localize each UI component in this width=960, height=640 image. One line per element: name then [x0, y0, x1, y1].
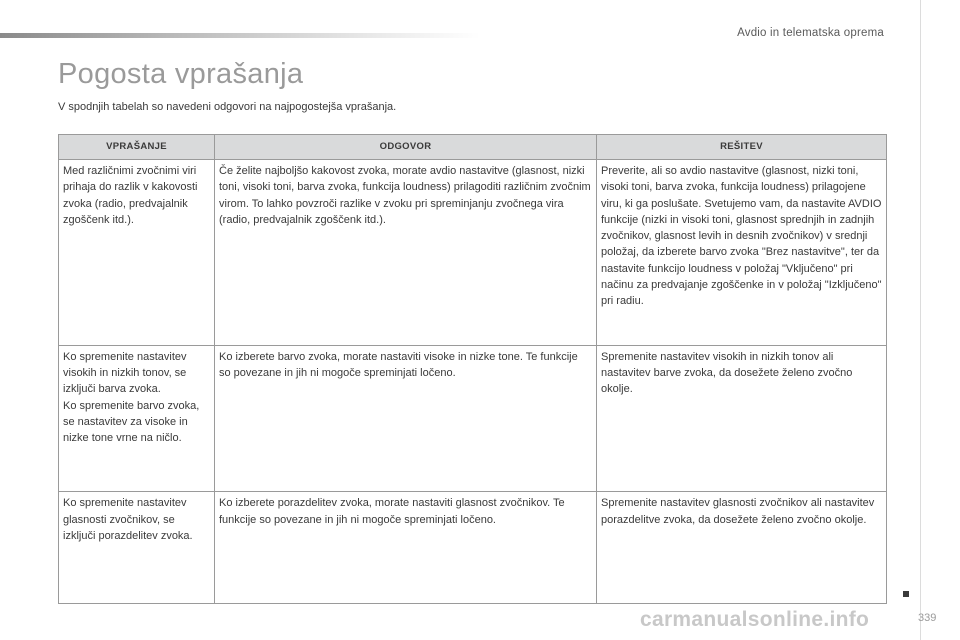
solution-cell: Preverite, ali so avdio nastavitve (glasnost, nizki toni, visoki toni, barva zvoka, funkcija loudness) prilagojene viru, ki ga poslušate. Svetujemo vam, da nastavite AVDIO funkcije (nizki in visoki toni, glasnost sprednjih in zadnjih zvočnikov, glasnost levih in desnih zvočnikov) v srednji položaj, da izberete barvo zvoka "Brez nastavitve", ter da nastavite funkcijo loudness v položaj "Vključeno" pri načinu za predvajanje zgoščenke in v položaj "Izključeno" pri radiu.	[597, 160, 887, 346]
column-header-solution: REŠITEV	[597, 135, 887, 160]
solution-cell: Spremenite nastavitev visokih in nizkih tonov ali nastavitev barve zvoka, da dosežete želeno zvočno okolje.	[597, 345, 887, 492]
question-cell: Med različnimi zvočnimi viri prihaja do razlik v kakovosti zvoka (radio, predvajalnik zgoščenk itd.).	[59, 160, 215, 346]
page-number: 339	[918, 612, 937, 624]
page-title: Pogosta vprašanja	[58, 58, 304, 90]
table-header-row	[59, 135, 887, 160]
faq-table	[58, 134, 887, 604]
table-row	[59, 345, 887, 492]
column-header-answer: ODGOVOR	[215, 135, 597, 160]
page-edge-rule	[920, 0, 921, 640]
question-cell: Ko spremenite nastavitev glasnosti zvočnikov, se izključi porazdelitev zvoka.	[59, 492, 215, 604]
table-row	[59, 160, 887, 346]
solution-cell: Spremenite nastavitev glasnosti zvočnikov ali nastavitev porazdelitve zvoka, da dosežete želeno zvočno okolje.	[597, 492, 887, 604]
question-cell: Ko spremenite nastavitev visokih in nizkih tonov, se izključi barva zvoka. Ko spremenite barvo zvoka, se nastavitev za visoke in nizke tone vrne na ničlo.	[59, 345, 215, 492]
table-row	[59, 492, 887, 604]
answer-cell: Ko izberete barvo zvoka, morate nastaviti visoke in nizke tone. Te funkcije so povezane in jih ni mogoče spreminjati ločeno.	[215, 345, 597, 492]
intro-text: V spodnjih tabelah so navedeni odgovori na najpogostejša vprašanja.	[58, 101, 397, 113]
page-end-square-icon	[903, 591, 909, 597]
answer-cell: Ko izberete porazdelitev zvoka, morate nastaviti glasnost zvočnikov. Te funkcije so povezane in jih ni mogoče spreminjati ločeno.	[215, 492, 597, 604]
header-gradient-bar	[0, 33, 480, 38]
watermark-text: carmanualsonline.info	[640, 608, 870, 631]
section-title: Avdio in telematska oprema	[737, 27, 884, 39]
answer-cell: Če želite najboljšo kakovost zvoka, morate avdio nastavitve (glasnost, nizki toni, visoki toni, barva zvoka, funkcija loudness) prilagoditi različnim zvočnim virom. To lahko povzroči razlike v zvoku pri spreminjanju zvočnega vira (radio, predvajalnik zgoščenk itd.).	[215, 160, 597, 346]
column-header-question: VPRAŠANJE	[59, 135, 215, 160]
